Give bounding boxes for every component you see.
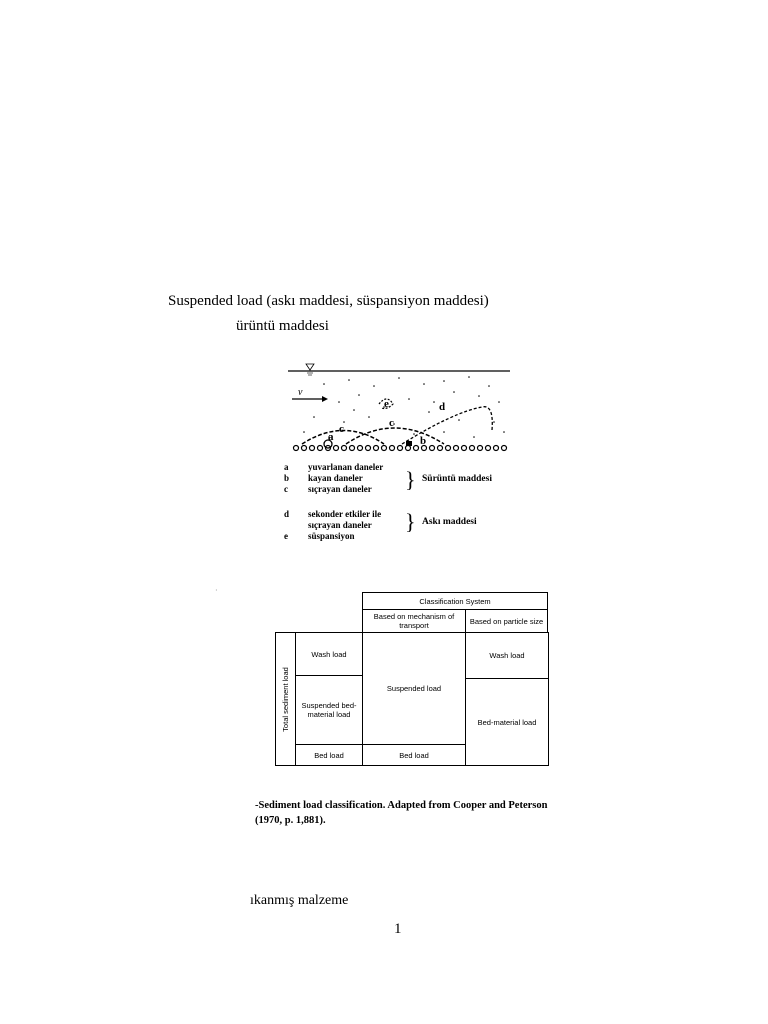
brace-icon: } — [405, 509, 416, 534]
legend-letter-d: d — [284, 509, 290, 519]
table-row-suspended-bed: Suspended bed-material load — [295, 675, 363, 745]
table-mech-bed: Bed load — [362, 744, 466, 766]
table-row-wash: Wash load — [295, 632, 363, 676]
table-part-wash: Wash load — [465, 632, 549, 679]
velocity-label: v — [298, 387, 303, 398]
diagram-label-c2: c — [389, 417, 394, 429]
table-row-bed: Bed load — [295, 744, 363, 766]
heading-bed-load: ürüntü maddesi — [236, 318, 329, 334]
heading-suspended-load: Suspended load (askı maddesi, süspansiyon maddesi) — [168, 293, 489, 309]
legend-text-c: sıçrayan daneler — [308, 484, 372, 494]
table-col-mechanism: Based on mechanism of transport — [362, 609, 466, 633]
table-part-bed-material: Bed-material load — [465, 678, 549, 766]
legend-letter-c: c — [284, 484, 288, 494]
table-vertical-label-cell — [275, 632, 296, 766]
group-label-bed-load: Sürüntü maddesi — [422, 474, 492, 484]
scan-mark: · — [215, 586, 218, 595]
legend-text-e: süspansiyon — [308, 531, 355, 541]
table-mech-suspended: Suspended load — [362, 632, 466, 745]
legend-letter-e: e — [284, 531, 288, 541]
legend-text-d: sekonder etkiler ile — [308, 509, 382, 519]
diagram-label-b: b — [420, 435, 427, 447]
group-label-suspended: Askı maddesi — [422, 517, 477, 527]
figure-caption: -Sediment load classification. Adapted from Cooper and Peterson (1970, p. 1,881). — [255, 800, 548, 826]
legend-text-b: kayan daneler — [308, 473, 363, 483]
legend-letter-a: a — [284, 462, 289, 472]
legend-text-d2: sıçrayan daneler — [308, 520, 372, 530]
legend-text-a: yuvarlanan daneler — [308, 462, 384, 472]
diagram-label-c1: c — [339, 423, 344, 435]
page-number: 1 — [394, 921, 402, 937]
legend-letter-b: b — [284, 473, 290, 483]
table-header-classification: Classification System — [362, 592, 548, 610]
table-col-particle: Based on particle size — [465, 609, 548, 633]
diagram-label-e: e — [384, 398, 389, 410]
footer-text: ıkanmış malzeme — [250, 893, 349, 908]
sediment-transport-figure — [284, 362, 514, 547]
sediment-transport-diagram — [284, 362, 514, 462]
sediment-classification-table — [215, 586, 554, 770]
diagram-label-a: a — [328, 431, 334, 443]
brace-icon: } — [405, 467, 416, 492]
diagram-label-d: d — [439, 401, 446, 413]
vertical-label-total-sediment: Total sediment load — [281, 666, 290, 732]
